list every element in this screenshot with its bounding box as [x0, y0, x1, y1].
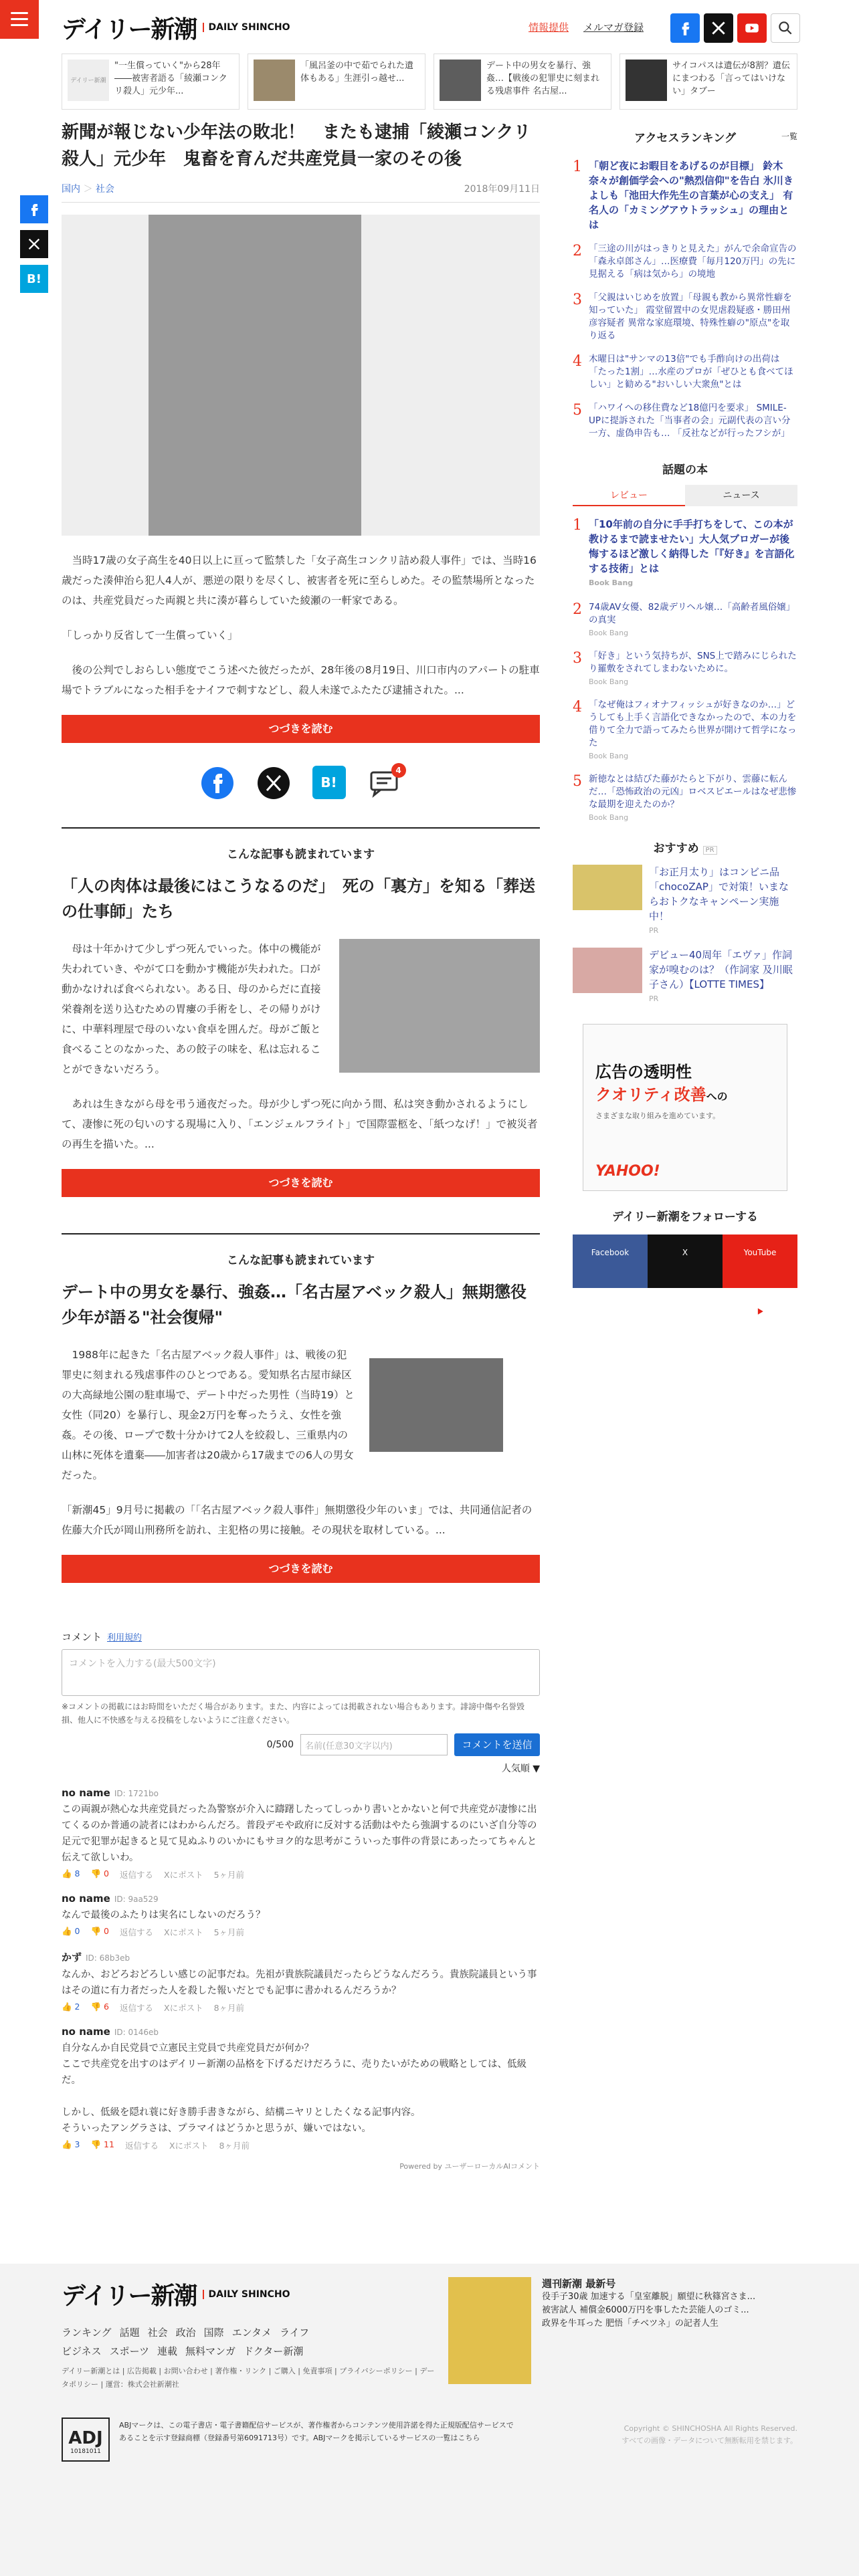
recommend-text: デビュー40周年「エヴァ」作詞家が嗅むのは？（作詞家 及川眠子さん）【LOTTE TIMES】 — [649, 949, 793, 990]
recommend-item[interactable] — [573, 948, 797, 1006]
footer-nav-link[interactable]: ドクター新潮 — [244, 2345, 304, 2357]
comment-age: 5ヶ月前 — [213, 1927, 245, 1937]
x-icon[interactable] — [256, 766, 291, 800]
copyright: Copyright © SHINCHOSHA All Rights Reserved. すべての画像・データについて無断転用を禁じます。 — [622, 2424, 797, 2445]
commenter-name: no name — [62, 1893, 110, 1905]
main-column — [62, 114, 540, 2171]
magazine-cover[interactable] — [448, 2277, 531, 2384]
ad-line2b: への — [706, 1090, 728, 1103]
rank-text: 「父親はいじめを放置」「母親も教から異常性癖を知っていた」 霞堂留置中の女児虐殺疑惑・勝田州彦容疑者 異常な家庭環境、特殊性癖の"原点"を取り返る — [589, 292, 792, 341]
footer-nav-link[interactable]: 無料マンガ — [185, 2345, 235, 2357]
mailmag-link[interactable]: メルマガ登録 — [583, 21, 644, 33]
magazine-title: 週刊新潮 最新号 — [542, 2278, 616, 2290]
x-post-link[interactable]: Xにポスト — [164, 1870, 203, 1880]
related-text: 母は十年かけて少しずつ死んでいった。体中の機能が失われていき、やがて口を動かす機能が失われた。口が動かなければ食べられない。ある日、母のからだに直接栄養剤を送り込むための胃瘻の手術をし、その帰りがけに、中華料理屋で母のいない食卓を囲んだ。母がご飯と食べることのなかった、あの餃子の味を、私は忘れることができないだろう。 — [62, 943, 321, 1075]
tab-review[interactable]: レビュー — [573, 485, 685, 506]
commenter-id: ID: 0146eb — [114, 2028, 159, 2037]
rank-number: 1 — [573, 517, 582, 534]
reply-link[interactable]: 返信する — [124, 2141, 159, 2151]
book-item[interactable] — [573, 601, 797, 639]
footer-logo[interactable]: デイリー新潮 DAILY SHINCHO — [62, 2282, 290, 2310]
rank-number: 2 — [573, 601, 582, 618]
commenter-name: no name — [62, 2026, 110, 2038]
related-title[interactable]: 「人の肉体は最後にはこうなるのだ」 死の「裏方」を知る「葬送の仕事師」たち — [62, 877, 535, 921]
good-button[interactable]: 👍 2 — [62, 2002, 80, 2012]
sidebar — [573, 114, 797, 1288]
pickup-thumb — [254, 60, 295, 101]
submit-comment-button[interactable]: コメントを送信 — [454, 1733, 540, 1756]
book-item[interactable] — [573, 650, 797, 688]
pickup-thumb — [440, 60, 481, 101]
recommend-image — [573, 948, 642, 993]
rank-number: 4 — [573, 353, 582, 370]
ranking-item[interactable] — [573, 353, 797, 391]
rank-text: 「三途の川がはっきりと見えた」がんで余命宣告の「森永卓郎さん」…医療費「毎月120万円」の先に見据える「病は気から」の境地 — [589, 243, 797, 280]
pickup-text: デート中の男女を暴行、強姦…【戦後の犯罪史に刻まれる残虐事件 名古屋... — [486, 61, 600, 96]
books-tabs — [573, 485, 797, 506]
article-body — [62, 550, 540, 700]
reply-link[interactable]: 返信する — [120, 2003, 154, 2013]
footer-nav-link[interactable]: ライフ — [280, 2327, 310, 2339]
header-links — [529, 20, 644, 34]
book-item[interactable] — [573, 699, 797, 762]
related-image — [369, 1358, 503, 1452]
related-title[interactable]: デート中の男女を暴行、強姦…「名古屋アベック殺人」無期懲役少年が語る"社会復帰" — [62, 1283, 527, 1327]
x-icon[interactable] — [704, 13, 733, 43]
ad-line2: クオリティ改善 — [595, 1085, 706, 1104]
good-button[interactable]: 👍 3 — [62, 2139, 80, 2149]
recommend-text: 「お正月太り」はコンビニ品「chocoZAP」で対策！いまならおトクなキャンペーン実施中！ — [649, 866, 789, 922]
footer-nav-link[interactable]: 社会 — [147, 2327, 168, 2339]
site-footer — [0, 2264, 859, 2576]
footer-nav-link[interactable]: 国際 — [203, 2327, 224, 2339]
name-input[interactable]: 名前(任意30文字以内) — [300, 1734, 448, 1755]
ranking-title: アクセスランキング 一覧 — [634, 132, 797, 145]
section-heading: こんな記事も読まれています — [227, 848, 375, 861]
tab-news[interactable]: ニュース — [685, 485, 797, 506]
facebook-share-icon[interactable] — [20, 195, 48, 223]
book-text: 「なぜ俺はフィオナフィッシュが好きなのか…」どうしても上手く言語化できなかったので、本の力を借りて全力で語ってみたら世界が開けて哲学になった — [589, 700, 797, 748]
follow-title: デイリー新潮をフォローする — [611, 1210, 759, 1224]
related-text: 1988年に起きた「名古屋アベック殺人事件」は、戦後の犯罪史に刻まれる残虐事件のひとつである。愛知県名古屋市緑区の大高緑地公園の駐車場で、デート中だった男性（当時19）と女性（同20）を暴行し、現金2万円を奪ったうえ、女性を強姦。その後、ロープで数十分かけて2人を絞殺し、三重県内の山林に死体を遺棄――加害者は20歳から17歳までの6人の男女だった。 — [62, 1349, 355, 1481]
category-link[interactable]: 国内 — [62, 184, 80, 195]
tip-link[interactable]: 情報提供 — [529, 21, 569, 33]
footer-nav-link[interactable]: 連載 — [157, 2345, 177, 2357]
book-author: Book Bang — [589, 578, 634, 587]
good-button[interactable]: 👍 0 — [62, 1926, 80, 1936]
ad-banner[interactable] — [583, 1024, 787, 1191]
related-image — [339, 939, 540, 1073]
ad-line1: 広告の透明性 — [595, 1063, 692, 1081]
rank-text: 「ハワイへの移住費など18億円を要求」 SMILE-UPに提訴された「当事者の会」元副代表の言い分 一方、虚偽申告も… 「反社などが行ったフシが」 — [589, 403, 791, 439]
comment-icon[interactable] — [367, 766, 402, 800]
body-paragraph: 後の公判でしおらしい態度でこう述べた彼だったが、28年後の8月19日、川口市内のアパートの駐車場でトラブルになった相手をナイフで刺すなどし、殺人未遂でふたたび逮捕された。... — [62, 664, 540, 696]
pickup-strip — [62, 53, 797, 112]
comment-item — [62, 1950, 540, 2014]
rank-text: 「朝ど夜にお暇目をあげるのが目標」 鈴木奈々が創価学会への"熱烈信仰"を告白 氷川きよしも「池田大作先生の言葉が心の支え」 有名人の「カミングアウトラッシュ」の理由とは — [589, 160, 793, 231]
comment-age: 8ヶ月前 — [219, 2141, 250, 2151]
footer-nav-link[interactable]: スポーツ — [109, 2345, 149, 2357]
article-date: 2018年09月11日 — [464, 184, 540, 195]
book-text: 「好き」という気持ちが、SNS上で踏みにじられたり羅敷をされてしまわないために。 — [589, 651, 797, 674]
rank-number: 5 — [573, 402, 582, 419]
pickup-item[interactable] — [62, 53, 240, 110]
facebook-icon[interactable] — [670, 13, 700, 43]
rank-number: 5 — [573, 773, 582, 790]
book-text: 「10年前の自分に手手打ちをして、この本が教けるまで読ませたい」大人気ブロガーが後悔するほど激しく納得した「『好き』を言語化する技術」とは — [589, 518, 795, 574]
comment-label: コメント — [62, 1631, 102, 1643]
terms-link[interactable]: 利用規約 — [107, 1633, 142, 1643]
related-text: あれは生きながら母を弔う通夜だった。母が少しずつ死に向かう間、私は突き動かされるようにして、凄惨に死の匂いのする現場に入り、「エンジェルフライト」で国際霊柩を、「紙つなげ！」で被災者の再生を描いた。... — [62, 1098, 538, 1150]
logo-en: DAILY SHINCHO — [203, 23, 290, 32]
floating-share — [20, 195, 48, 293]
sort-select[interactable]: 人気順 ▼ — [501, 1763, 540, 1774]
book-item[interactable] — [573, 517, 797, 591]
pr-badge: PR — [703, 846, 717, 855]
rank-number: 2 — [573, 243, 582, 259]
ad-line3: さまざまな取り組みを進めています。 — [595, 1111, 721, 1120]
rank-number: 4 — [573, 699, 582, 716]
house-photo — [149, 215, 361, 536]
comment-text: なんか、おどろおどろしい感じの記事だね。先祖が貴族院議員だったらどうなんだろう。貴族院議員という事はその道に有力者だった人を殺した報いだとでも記事に書かれるんだろうか？ — [62, 1969, 537, 1996]
comment-item — [62, 1893, 540, 1938]
follow-x-button[interactable]: X — [648, 1235, 723, 1288]
site-header — [0, 0, 859, 59]
reply-link[interactable]: 返信する — [120, 1870, 154, 1880]
bad-button[interactable]: 👎 11 — [90, 2139, 114, 2149]
pickup-text: "一生償っていく"から28年――被害者語る「綾瀬コンクリ殺人」元少年... — [114, 61, 227, 96]
comment-note: ※コメントの掲載にはお時間をいただく場合があります。また、内容によっては掲載されない場合もあります。誹謗中傷や名誉毀損、他人に不快感を与える投稿をしないようにご注意ください。 — [62, 1702, 525, 1725]
logo-text: デイリー新潮 — [62, 15, 197, 43]
commenter-name: no name — [62, 1787, 110, 1799]
book-text: 74歳AV女優、82歳デリヘル嬢…「高齢者風俗嬢」の真実 — [589, 602, 795, 625]
pickup-item[interactable] — [434, 53, 611, 110]
x-share-icon[interactable] — [20, 230, 48, 258]
yahoo-logo: YAHOO! — [595, 1163, 660, 1180]
books-title: 話題の本 — [662, 463, 708, 477]
recommend-pr: PR — [649, 926, 659, 935]
footer-nav-link[interactable]: 話題 — [119, 2327, 140, 2339]
article-meta: 国内 ＞ 社会 2018年09月11日 — [62, 182, 540, 203]
body-paragraph: 当時17歳の女子高生を40日以上に亘って監禁した「女子高生コンクリ詰め殺人事件」では、当時16歳だった湊伸治ら犯人4人が、悪逆の限りを尽くし、被害者を死に至らしめた。その監禁場所となったのは、共産党員だった両親と共に湊が暮らしていた綾瀬の一軒家である。 — [62, 554, 537, 607]
magazine-item[interactable]: 被害試人 補償金6000万円を事したた芸能人のゴミ... — [542, 2305, 749, 2315]
read-more-button[interactable]: つづきを読む — [62, 1555, 540, 1583]
comment-text: なんで最後のふたりは実名にしないのだろう？ — [62, 1910, 266, 1921]
recommend-pr: PR — [649, 994, 659, 1003]
youtube-icon[interactable] — [737, 13, 767, 43]
search-icon[interactable] — [771, 13, 800, 43]
section-heading: こんな記事も読まれています — [227, 1254, 375, 1267]
commenter-name: かず — [62, 1951, 82, 1963]
follow-youtube-button[interactable]: YouTube — [723, 1235, 797, 1288]
comment-count-badge: 4 — [391, 763, 406, 778]
good-button[interactable]: 👍 8 — [62, 1868, 80, 1879]
read-more-button[interactable]: つづきを読む — [62, 715, 540, 743]
article-title: 新聞が報じない少年法の敗北！ またも逮捕「綾瀬コンクリ殺人」元少年 鬼畜を育んだ共産党員一家のその後 — [62, 122, 531, 169]
comment-age: 8ヶ月前 — [213, 2003, 245, 2013]
char-counter: 0/500 — [266, 1739, 294, 1750]
powered-by: Powered by ユーザーローカルAIコメント — [399, 2162, 540, 2171]
footer-nav-link[interactable]: ランキング — [62, 2327, 112, 2339]
comment-text: この両親が熱心な共産党員だった為警察が介入に躊躇したってしっかり書いとかないと何で共産党が凄惨に出てくるのか普通の読者にはわからんだろ。普段デモや政府に反対する活動はやたら強調するのにいざ自分等の足元で犯罪が起きると見て見ぬふりのいかにもサヨク的な思考がこういった事件の背景にあったってちゃんと伝えて欲しいわ。 — [62, 1804, 537, 1863]
comment-section — [62, 1630, 540, 2171]
book-author: Book Bang — [589, 813, 629, 822]
ranking-item[interactable] — [573, 402, 797, 440]
comment-item — [62, 2026, 540, 2151]
share-row — [62, 766, 540, 800]
ranking-item[interactable] — [573, 158, 797, 232]
ranking-item[interactable] — [573, 243, 797, 281]
rank-number: 1 — [573, 158, 582, 175]
magazine-info — [542, 2277, 755, 2331]
book-author: Book Bang — [589, 677, 629, 686]
menu-button[interactable] — [0, 0, 39, 39]
x-post-link[interactable]: Xにポスト — [164, 1927, 203, 1937]
pickup-thumb: デイリー新潮 — [68, 60, 109, 101]
recommend-title: おすすめ PR — [573, 839, 797, 855]
bad-button[interactable]: 👎 0 — [90, 1868, 109, 1879]
rank-number: 3 — [573, 650, 582, 667]
reply-link[interactable]: 返信する — [120, 1927, 154, 1937]
hatena-icon[interactable]: B! — [312, 766, 346, 799]
pickup-item[interactable] — [619, 53, 797, 110]
magazine-item[interactable]: 役手子30歳 加速する「皇室離脱」願望に秋篠宮さま... — [542, 2292, 756, 2302]
comment-item — [62, 1787, 540, 1881]
bad-button[interactable]: 👎 6 — [90, 2002, 109, 2012]
abj-text: ABJマークは、この電子書店・電子書籍配信サービスが、著作権者からコンテンツ使用許諾を得た正規版配信サービスであることを示す登録商標（登録番号第6091713号）です。ABJマークを掲示しているサービスの一覧はこちら — [119, 2421, 514, 2442]
rank-text: 木曜日は"サンマの13倍"でも手酢向けの出荷は「たった1割」…水産のプロが「ぜひとも食べてほしい」と勧める"おいしい大衆魚"とは — [589, 354, 793, 390]
footer-links[interactable]: デイリー新潮とは | 広告掲載 | お問い合わせ | 著作権・リンク | ご購入 | 免責事項 | プライバシーポリシー | データポリシー | 運営：株式会社新潮社 — [62, 2367, 435, 2389]
hatena-share-icon[interactable]: B! — [20, 265, 48, 293]
footer-nav-link[interactable]: 政治 — [175, 2327, 196, 2339]
ranking-all-link[interactable]: 一覧 — [781, 132, 797, 141]
pickup-thumb — [626, 60, 667, 101]
recommend-image — [573, 865, 642, 910]
pickup-text: 「風呂釜の中で茹でられた遺体もある」生涯引っ越せ... — [300, 61, 414, 84]
rank-number: 3 — [573, 292, 582, 308]
book-author: Book Bang — [589, 752, 629, 760]
ranking-item[interactable] — [573, 292, 797, 342]
related-article-2 — [62, 1233, 540, 1583]
read-more-button[interactable]: つづきを読む — [62, 1169, 540, 1197]
site-logo[interactable] — [62, 12, 290, 43]
abj-mark: ADJ 10181011 — [62, 2418, 110, 2462]
bad-button[interactable]: 👎 0 — [90, 1926, 109, 1936]
commenter-id: ID: 9aa529 — [114, 1895, 159, 1904]
commenter-id: ID: 1721bo — [114, 1789, 159, 1798]
comment-text: 自分なんか自民党員で立憲民主党員で共産党員だが何か？ ここで共産党を出すのはデイリー新潮の品格を下げるだけだろうに、売りたいがための戦略としては、低級だ。 しかし、低級を隠れ蓑に好き勝手書きながら、結構ニヤリとしたくなる記事内容。 そういったアングラさは、プラマイはどうかと思うが、嫌いではない。 — [62, 2043, 527, 2134]
body-paragraph: 「しっかり反省して一生償っていく」 — [62, 629, 238, 641]
footer-nav-link[interactable]: エンタメ — [231, 2327, 272, 2339]
x-post-link[interactable]: Xにポスト — [164, 2003, 203, 2013]
commenter-id: ID: 68b3eb — [86, 1953, 130, 1963]
recommend-item[interactable] — [573, 865, 797, 938]
follow-buttons — [573, 1235, 797, 1288]
magazine-item[interactable]: 政界を牛耳った 肥悟「チベツネ」の記者人生 — [542, 2319, 719, 2329]
footer-nav-link[interactable]: ビジネス — [62, 2345, 102, 2357]
comment-age: 5ヶ月前 — [213, 1870, 245, 1880]
comment-textarea[interactable]: コメントを入力する(最大500文字) — [62, 1649, 540, 1696]
article-hero-image — [62, 215, 540, 536]
facebook-icon[interactable] — [200, 766, 235, 800]
category-link[interactable]: 社会 — [95, 184, 114, 195]
related-text: 「新潮45」9月号に掲載の「「名古屋アベック殺人事件」無期懲役少年のいま」では、共同通信記者の佐藤大介氏が岡山刑務所を訪れ、主犯格の男に接触。その現状を取材している。... — [62, 1504, 533, 1536]
related-article-1 — [62, 827, 540, 1197]
x-post-link[interactable]: Xにポスト — [169, 2141, 209, 2151]
pickup-item[interactable] — [248, 53, 425, 110]
book-author: Book Bang — [589, 629, 629, 637]
book-text: 新徳なとは結びた藤がたらと下がり、雲藤に転んだ…「恐怖政治の元凶」ロベスピエールはなぜ悲惨な最期を迎えたのか？ — [589, 774, 797, 810]
follow-facebook-button[interactable]: Facebook — [573, 1235, 648, 1288]
pickup-text: サイコパスは遺伝が8割？遺伝にまつわる「言ってはいけない」タブー — [672, 61, 790, 96]
book-item[interactable] — [573, 773, 797, 824]
